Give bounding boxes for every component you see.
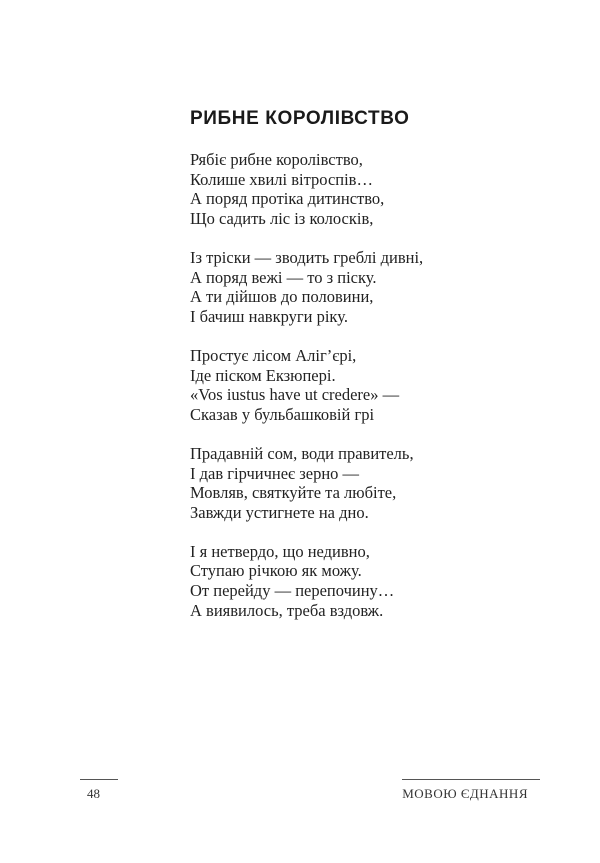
stanza bbox=[190, 248, 570, 326]
poem-line: Що садить ліс із колосків, bbox=[190, 208, 374, 228]
poem-line: Прадавній сом, води правитель, bbox=[190, 443, 414, 463]
poem-line: Рябіє рибне королівство, bbox=[190, 150, 363, 169]
poem-line: А виявилось, треба вздовж. bbox=[190, 600, 384, 620]
poem-line: Завжди устигнете на дно. bbox=[190, 502, 369, 522]
poem-line: Мовляв, святкуйте та любіте, bbox=[190, 483, 397, 503]
poem-line: Іде піском Екзюпері. bbox=[190, 365, 336, 385]
poem-line: «Vos iustus have ut credere» — bbox=[190, 385, 400, 405]
stanza bbox=[190, 444, 570, 522]
stanza bbox=[190, 346, 570, 424]
poem-line: А поряд протіка дитинство, bbox=[190, 189, 385, 209]
poem-line: От перейду — перепочину… bbox=[190, 581, 395, 601]
poem-line: І дав гірчичнеє зерно — bbox=[190, 463, 360, 483]
poem-line: Простує лісом Аліг’єрі, bbox=[190, 345, 357, 365]
footer-rule-left bbox=[80, 779, 118, 780]
poem-line: Колише хвилі вітроспів… bbox=[190, 169, 373, 189]
poem-line: Із тріски — зводить греблі дивні, bbox=[190, 247, 424, 267]
poem-line: І бачиш навкруги ріку. bbox=[190, 306, 348, 326]
poem-line: Ступаю річкою як можу. bbox=[190, 561, 362, 581]
footer-rule-right bbox=[402, 779, 540, 780]
stanza bbox=[190, 150, 570, 228]
stanza bbox=[190, 542, 570, 620]
poem-title: РИБНЕ КОРОЛІВСТВО bbox=[190, 108, 410, 129]
poem-line: А поряд вежі — то з піску. bbox=[190, 267, 377, 287]
poem-line: І я нетвердо, що недивно, bbox=[190, 541, 370, 561]
poem-line: Сказав у бульбашковій грі bbox=[190, 404, 375, 424]
poem-body bbox=[190, 150, 570, 640]
running-head: МОВОЮ ЄДНАННЯ bbox=[402, 786, 528, 801]
poem-line: А ти дійшов до половини, bbox=[190, 287, 374, 307]
page-number: 48 bbox=[87, 786, 100, 801]
